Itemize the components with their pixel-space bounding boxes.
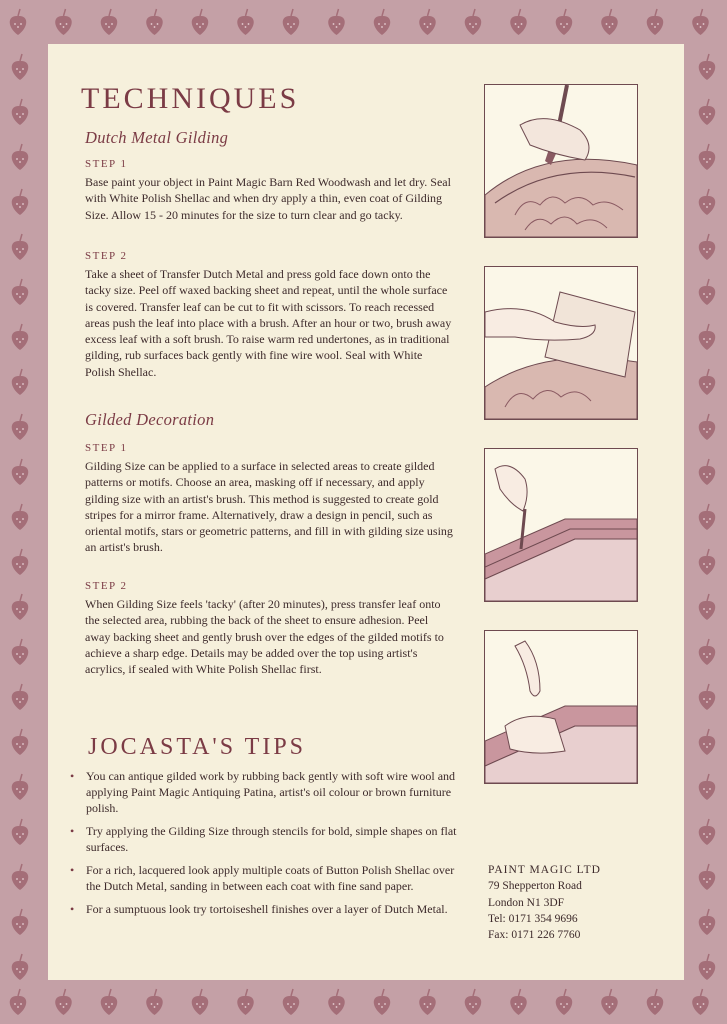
strawberry-icon bbox=[699, 189, 716, 215]
list-item: • Try applying the Gilding Size through stencils for bold, simple shapes on flat surfaces. bbox=[70, 824, 457, 854]
strawberry-icon bbox=[192, 989, 209, 1015]
strawberry-icon bbox=[647, 9, 664, 35]
strawberry-icon bbox=[12, 504, 29, 530]
strawberry-icon bbox=[12, 324, 29, 350]
strawberry-icon bbox=[12, 594, 29, 620]
moulding-rub-drawing bbox=[485, 631, 637, 783]
gilded-step1-label: STEP 1 bbox=[85, 442, 128, 454]
strawberry-icon bbox=[237, 9, 254, 35]
strawberry-icon bbox=[12, 189, 29, 215]
moulding-brush-drawing bbox=[485, 449, 637, 601]
strawberry-icon bbox=[12, 459, 29, 485]
tips-list bbox=[66, 768, 461, 924]
strawberry-icon bbox=[328, 989, 345, 1015]
strawberry-icon bbox=[55, 9, 72, 35]
strawberry-icon bbox=[601, 9, 618, 35]
strawberry-icon bbox=[699, 864, 716, 890]
strawberry-icon bbox=[699, 279, 716, 305]
strawberry-icon bbox=[699, 459, 716, 485]
strawberry-icon bbox=[12, 414, 29, 440]
bullet-icon: • bbox=[70, 769, 75, 783]
strawberry-icon bbox=[419, 989, 436, 1015]
strawberry-icon bbox=[10, 989, 27, 1015]
strawberry-icon bbox=[55, 989, 72, 1015]
strawberry-icon bbox=[12, 279, 29, 305]
strawberry-icon bbox=[12, 99, 29, 125]
company-name: PAINT MAGIC LTD bbox=[488, 864, 601, 876]
strawberry-icon bbox=[699, 414, 716, 440]
strawberry-icon bbox=[12, 864, 29, 890]
strawberry-icon bbox=[12, 819, 29, 845]
company-address bbox=[488, 862, 601, 943]
strawberry-icon bbox=[12, 639, 29, 665]
phone-number: Tel: 0171 354 9696 bbox=[488, 912, 578, 925]
strawberry-icon bbox=[699, 684, 716, 710]
strawberry-icon bbox=[692, 989, 709, 1015]
strawberry-icon bbox=[699, 594, 716, 620]
strawberry-icon bbox=[101, 989, 118, 1015]
strawberry-icon bbox=[699, 819, 716, 845]
strawberry-icon bbox=[12, 729, 29, 755]
list-item: • You can antique gilded work by rubbing back gently with soft wire wool and applying Paint Magic Antiquing Patina, artist's oil colour or brown furniture polish. bbox=[70, 769, 456, 815]
dutch-metal-heading: Dutch Metal Gilding bbox=[85, 128, 229, 147]
illustration-moulding-brush bbox=[484, 448, 638, 602]
strawberry-icon bbox=[556, 989, 573, 1015]
fax-number: Fax: 0171 226 7760 bbox=[488, 929, 581, 942]
strawberry-icon bbox=[12, 369, 29, 395]
strawberry-icon bbox=[699, 144, 716, 170]
strawberry-icon bbox=[419, 9, 436, 35]
strawberry-icon bbox=[465, 989, 482, 1015]
strawberry-icon bbox=[699, 774, 716, 800]
dutch-metal-step2-text: Take a sheet of Transfer Dutch Metal and press gold face down onto the tacky size. Peel off waxed backing sheet and repeat, until the whole surface is covered. Transfer leaf can be cut to fit with scissors. To reach recessed areas push the leaf into place with a brush. After an hour or two, brush away excess leaf with a soft brush. To raise warm red undertones, as in traditional gilding, rub surfaces back gently with fine wire wool. Seal with White Polish Shellac. bbox=[85, 267, 452, 379]
strawberry-icon bbox=[699, 729, 716, 755]
strawberry-icon bbox=[12, 909, 29, 935]
strawberry-icon bbox=[374, 989, 391, 1015]
brush-bowl-drawing bbox=[485, 85, 637, 237]
strawberry-icon bbox=[465, 9, 482, 35]
strawberry-icon bbox=[601, 989, 618, 1015]
gilded-step1-text: Gilding Size can be applied to a surface in selected areas to create gilded patterns or motifs. Choose an area, masking off if necessary, and apply gilding size with an artist's brush. This method is suggested to create gold stripes for a mirror frame. Alternatively, draw a design in pencil, such as oriental motifs, stars or geometric patterns, and fill in with gilding size using an artist's brush. bbox=[85, 459, 453, 555]
strawberry-icon bbox=[12, 684, 29, 710]
address-street: 79 Shepperton Road bbox=[488, 880, 582, 893]
dutch-metal-step2-label: STEP 2 bbox=[85, 250, 128, 262]
strawberry-icon bbox=[12, 549, 29, 575]
gilded-step2-text: When Gilding Size feels 'tacky' (after 20 minutes), press transfer leaf onto the selected area, rubbing the back of the sheet to ensure adhesion. Peel away backing sheet and gently brush over the edges of the gilded motifs to achieve a sharp edge. Details may be added over the top using artist's acrylics, if sealed with White Polish Shellac first. bbox=[85, 597, 444, 677]
strawberry-icon bbox=[699, 954, 716, 980]
strawberry-icon bbox=[699, 549, 716, 575]
bullet-icon: • bbox=[70, 824, 75, 838]
strawberry-icon bbox=[699, 639, 716, 665]
strawberry-icon bbox=[647, 989, 664, 1015]
list-item: • For a sumptuous look try tortoiseshell finishes over a layer of Dutch Metal. bbox=[70, 902, 448, 916]
techniques-title: TECHNIQUES bbox=[81, 82, 300, 115]
strawberry-icon bbox=[556, 9, 573, 35]
strawberry-icon bbox=[510, 9, 527, 35]
strawberry-icon bbox=[699, 909, 716, 935]
strawberry-icon bbox=[192, 9, 209, 35]
illustration-transfer-leaf bbox=[484, 266, 638, 420]
bullet-icon: • bbox=[70, 863, 75, 877]
strawberry-icon bbox=[12, 234, 29, 260]
illustration-moulding-rub bbox=[484, 630, 638, 784]
strawberry-icon bbox=[12, 144, 29, 170]
strawberry-icon bbox=[328, 9, 345, 35]
strawberry-icon bbox=[10, 9, 27, 35]
strawberry-icon bbox=[699, 504, 716, 530]
dutch-metal-step1-label: STEP 1 bbox=[85, 158, 128, 170]
gilded-step2-label: STEP 2 bbox=[85, 580, 128, 592]
strawberry-icon bbox=[283, 9, 300, 35]
strawberry-icon bbox=[101, 9, 118, 35]
tips-title: JOCASTA'S TIPS bbox=[88, 734, 307, 760]
strawberry-icon bbox=[146, 989, 163, 1015]
bullet-icon: • bbox=[70, 902, 75, 916]
list-item: • For a rich, lacquered look apply multiple coats of Button Polish Shellac over the Dutch Metal, sanding in between each coat with fine sand paper. bbox=[70, 863, 455, 893]
transfer-leaf-drawing bbox=[485, 267, 637, 419]
strawberry-icon bbox=[699, 369, 716, 395]
address-city: London N1 3DF bbox=[488, 896, 565, 909]
dutch-metal-step1-text: Base paint your object in Paint Magic Barn Red Woodwash and let dry. Seal with White Polish Shellac and when dry apply a thin, even coat of Gilding Size. Allow 15 - 20 minutes for the size to turn clear and go tacky. bbox=[85, 175, 451, 222]
strawberry-icon bbox=[510, 989, 527, 1015]
strawberry-icon bbox=[12, 54, 29, 80]
strawberry-icon bbox=[12, 954, 29, 980]
gilded-decoration-heading: Gilded Decoration bbox=[85, 410, 215, 429]
strawberry-icon bbox=[699, 54, 716, 80]
strawberry-icon bbox=[699, 324, 716, 350]
strawberry-icon bbox=[237, 989, 254, 1015]
strawberry-icon bbox=[374, 9, 391, 35]
strawberry-icon bbox=[12, 774, 29, 800]
strawberry-icon bbox=[699, 99, 716, 125]
strawberry-icon bbox=[699, 234, 716, 260]
strawberry-icon bbox=[283, 989, 300, 1015]
strawberry-icon bbox=[146, 9, 163, 35]
illustration-brush-bowl bbox=[484, 84, 638, 238]
instruction-sheet bbox=[48, 44, 684, 980]
strawberry-icon bbox=[692, 9, 709, 35]
